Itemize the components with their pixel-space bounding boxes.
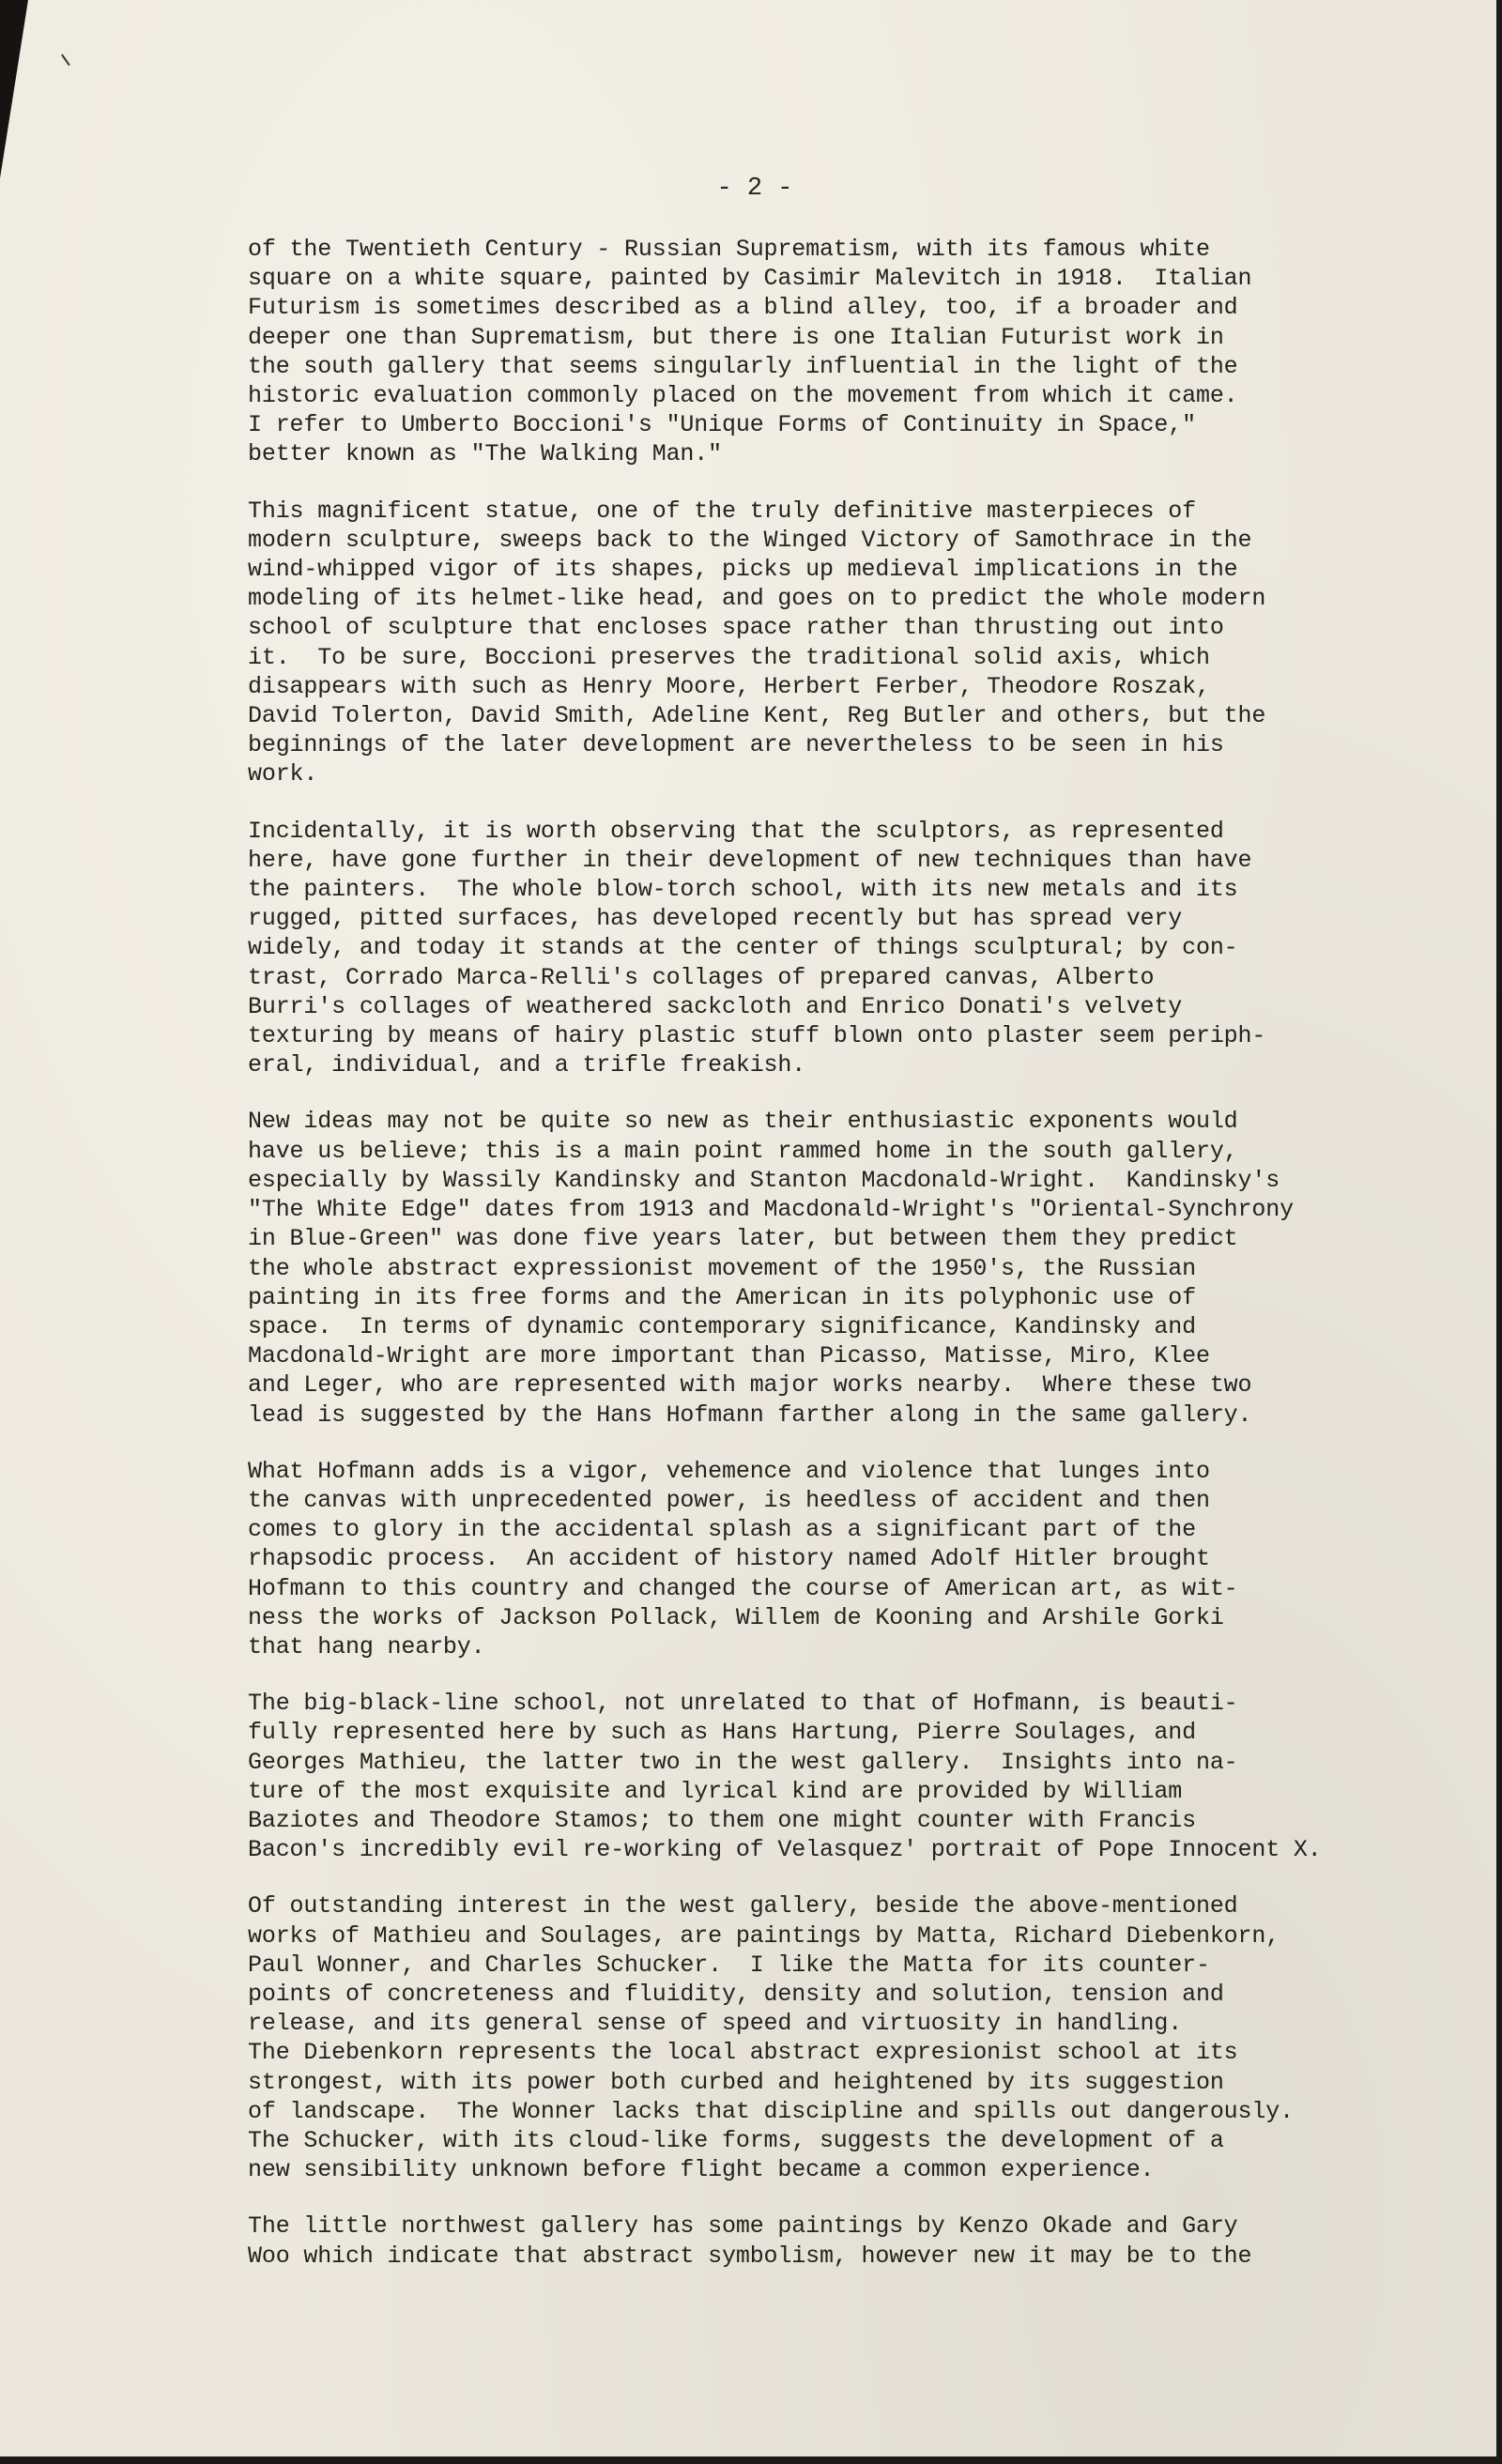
- text-line: "The White Edge" dates from 1913 and Macdonald-Wright's "Oriental-Synchrony: [248, 1196, 1294, 1224]
- text-line: fully represented here by such as Hans Hartung, Pierre Soulages, and: [248, 1719, 1196, 1747]
- text-line: works of Mathieu and Soulages, are paintings by Matta, Richard Diebenkorn,: [248, 1921, 1280, 1950]
- text-line: Futurism is sometimes described as a blind alley, too, if a broader and: [248, 294, 1238, 322]
- text-line: The little northwest gallery has some paintings by Kenzo Okade and Gary: [248, 2212, 1238, 2241]
- text-line: points of concreteness and fluidity, density and solution, tension and: [248, 1980, 1224, 2008]
- text-line: Baziotes and Theodore Stamos; to them one might counter with Francis: [248, 1806, 1196, 1834]
- paragraph-5: [248, 1457, 1421, 1661]
- text-line: This magnificent statue, one of the truly definitive masterpieces of: [248, 497, 1196, 525]
- text-line: school of sculpture that encloses space rather than thrusting out into: [248, 614, 1224, 642]
- text-line: lead is suggested by the Hans Hofmann farther along in the same gallery.: [248, 1400, 1252, 1429]
- paragraph-8: [248, 2211, 1421, 2270]
- text-line: in Blue-Green" was done five years later, but between them they predict: [248, 1225, 1238, 1253]
- text-line: the painters. The whole blow-torch school, with its new metals and its: [248, 876, 1238, 904]
- text-line: the canvas with unprecedented power, is heedless of accident and then: [248, 1486, 1210, 1514]
- text-line: painting in its free forms and the American in its polyphonic use of: [248, 1283, 1196, 1311]
- text-line: historic evaluation commonly placed on the movement from which it came.: [248, 382, 1238, 410]
- text-line: What Hofmann adds is a vigor, vehemence and violence that lunges into: [248, 1457, 1210, 1485]
- text-line: trast, Corrado Marca-Relli's collages of prepared canvas, Alberto: [248, 963, 1155, 991]
- text-line: eral, individual, and a trifle freakish.: [248, 1051, 806, 1079]
- text-line: David Tolerton, David Smith, Adeline Kent, Reg Butler and others, but the: [248, 702, 1266, 730]
- text-line: Woo which indicate that abstract symbolism, however new it may be to the: [248, 2242, 1252, 2270]
- text-line: deeper one than Suprematism, but there is one Italian Futurist work in: [248, 323, 1224, 351]
- text-line: Of outstanding interest in the west gallery, beside the above-mentioned: [248, 1892, 1238, 1921]
- text-line: square on a white square, painted by Casimir Malevitch in 1918. Italian: [248, 265, 1252, 293]
- text-line: release, and its general sense of speed and virtuosity in handling.: [248, 2010, 1183, 2038]
- paragraph-2: [248, 497, 1421, 789]
- text-line: and Leger, who are represented with major works nearby. Where these two: [248, 1371, 1252, 1400]
- text-line: The Diebenkorn represents the local abstract expresionist school at its: [248, 2039, 1238, 2067]
- text-line: texturing by means of hairy plastic stuff blown onto plaster seem periph-: [248, 1022, 1266, 1050]
- text-line: beginnings of the later development are nevertheless to be seen in his: [248, 731, 1224, 759]
- text-line: Macdonald-Wright are more important than Picasso, Matisse, Miro, Klee: [248, 1342, 1210, 1370]
- text-line: the whole abstract expressionist movement of the 1950's, the Russian: [248, 1254, 1196, 1282]
- text-line: Burri's collages of weathered sackcloth and Enrico Donati's velvety: [248, 992, 1183, 1020]
- text-line: The Schucker, with its cloud-like forms, suggests the development of a: [248, 2126, 1224, 2154]
- page-edge-shadow: [0, 2456, 1502, 2464]
- page-edge-shadow: [1496, 0, 1502, 2464]
- paragraph-1: [248, 235, 1421, 469]
- text-line: that hang nearby.: [248, 1632, 485, 1661]
- text-line: widely, and today it stands at the center of things sculptural; by con-: [248, 934, 1238, 962]
- paragraph-6: [248, 1689, 1421, 1864]
- text-line: rugged, pitted surfaces, has developed recently but has spread very: [248, 905, 1183, 933]
- text-line: it. To be sure, Boccioni preserves the traditional solid axis, which: [248, 643, 1210, 671]
- text-line: comes to glory in the accidental splash as a significant part of the: [248, 1516, 1196, 1544]
- text-line: of the Twentieth Century - Russian Suprematism, with its famous white: [248, 236, 1210, 263]
- text-line: have us believe; this is a main point rammed home in the south gallery,: [248, 1137, 1238, 1165]
- text-line: space. In terms of dynamic contemporary significance, Kandinsky and: [248, 1312, 1196, 1340]
- text-line: modern sculpture, sweeps back to the Winged Victory of Samothrace in the: [248, 526, 1252, 554]
- torn-corner: [0, 0, 28, 178]
- text-line: better known as "The Walking Man.": [248, 440, 722, 468]
- body-text: [248, 235, 1421, 2298]
- text-line: Paul Wonner, and Charles Schucker. I like the Matta for its counter-: [248, 1951, 1210, 1979]
- text-line: The big-black-line school, not unrelated to that of Hofmann, is beauti-: [248, 1690, 1238, 1718]
- text-line: Hofmann to this country and changed the course of American art, as wit-: [248, 1574, 1238, 1602]
- page-number: - 2 -: [716, 175, 793, 203]
- text-line: ture of the most exquisite and lyrical kind are provided by William: [248, 1777, 1183, 1805]
- text-line: Incidentally, it is worth observing that the sculptors, as represented: [248, 817, 1224, 845]
- text-line: rhapsodic process. An accident of history named Adolf Hitler brought: [248, 1545, 1210, 1573]
- text-line: the south gallery that seems singularly influential in the light of the: [248, 352, 1238, 380]
- text-line: modeling of its helmet-like head, and goes on to predict the whole modern: [248, 585, 1266, 613]
- text-line: New ideas may not be quite so new as their enthusiastic exponents would: [248, 1108, 1238, 1136]
- text-line: of landscape. The Wonner lacks that discipline and spills out dangerously.: [248, 2097, 1294, 2125]
- text-line: strongest, with its power both curbed and heightened by its suggestion: [248, 2068, 1224, 2096]
- paragraph-4: [248, 1107, 1421, 1429]
- text-line: Georges Mathieu, the latter two in the west gallery. Insights into na-: [248, 1748, 1238, 1776]
- text-line: Bacon's incredibly evil re-working of Velasquez' portrait of Pope Innocent X.: [248, 1836, 1322, 1864]
- text-line: here, have gone further in their development of new techniques than have: [248, 846, 1252, 874]
- text-line: especially by Wassily Kandinsky and Stanton Macdonald-Wright. Kandinsky's: [248, 1166, 1280, 1194]
- paragraph-7: [248, 1891, 1421, 2184]
- paper-mark: [61, 49, 78, 66]
- text-line: ness the works of Jackson Pollack, Willem de Kooning and Arshile Gorki: [248, 1603, 1224, 1631]
- text-line: work.: [248, 760, 318, 788]
- text-line: disappears with such as Henry Moore, Herbert Ferber, Theodore Roszak,: [248, 672, 1210, 700]
- paragraph-3: [248, 817, 1421, 1080]
- text-line: wind-whipped vigor of its shapes, picks up medieval implications in the: [248, 556, 1238, 584]
- text-line: new sensibility unknown before flight became a common experience.: [248, 2156, 1155, 2184]
- text-line: I refer to Umberto Boccioni's "Unique Forms of Continuity in Space,": [248, 411, 1196, 439]
